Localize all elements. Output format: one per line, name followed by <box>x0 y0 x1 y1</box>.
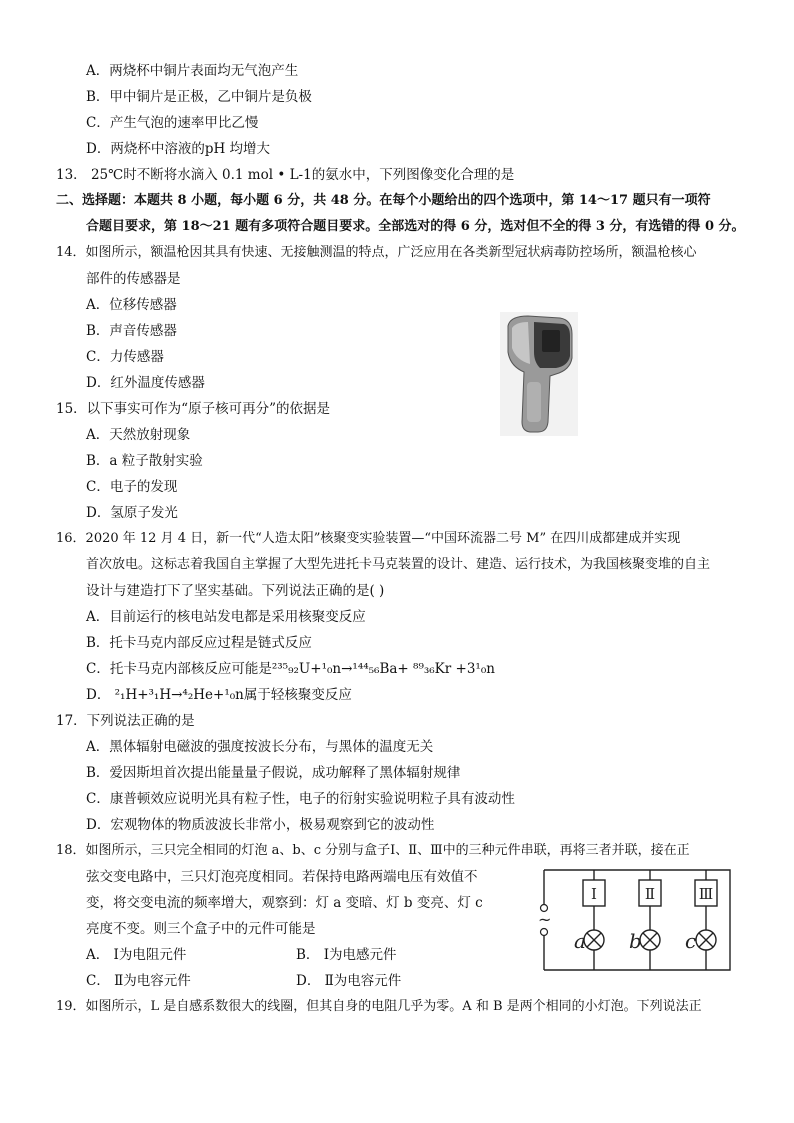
q17-stem: 17．下列说法正确的是 <box>56 713 195 729</box>
q14-option-c: C．力传感器 <box>86 349 164 365</box>
q15-option-a: A．天然放射现象 <box>86 427 191 443</box>
section2-line2: 合题目要求，第 18～21 题有多项符合题目要求。全部选对的得 6 分，选对但不全的得 3 分，有选错的得 0 分。 <box>86 219 745 234</box>
q17-option-a: A．黑体辐射电磁波的强度按波长分布，与黑体的温度无关 <box>86 739 434 755</box>
circuit-diagram <box>530 862 740 974</box>
lamp-c-label: c <box>685 929 697 953</box>
q16-option-a: A．目前运行的核电站发电都是采用核聚变反应 <box>86 609 366 625</box>
box-2 <box>639 880 661 906</box>
q14-stem-line1: 14．如图所示，额温枪因其具有快速、无接触测温的特点，广泛应用在各类新型冠状病毒防控场所，额温枪核心 <box>56 245 697 260</box>
q13-stem: 13． 25℃时不断将水滴入 0.1 mol • L-1的氨水中，下列图像变化合理的是 <box>56 167 515 183</box>
q18-option-b: B． Ⅰ为电感元件 <box>296 947 397 963</box>
lamp-a-label: a <box>574 929 586 953</box>
q17-option-d: D．宏观物体的物质波波长非常小，极易观察到它的波动性 <box>86 817 435 833</box>
q19-stem: 19．如图所示，L 是自感系数很大的线圈，但其自身的电阻几乎为零。A 和 B 是两个相同的小灯泡。下列说法正 <box>56 999 702 1014</box>
box-3 <box>695 880 717 906</box>
q17-option-b: B．爱因斯坦首次提出能量量子假说，成功解释了黑体辐射规律 <box>86 765 461 781</box>
forehead-thermometer-image <box>500 312 578 436</box>
q16-stem-line3: 设计与建造打下了坚实基础。下列说法正确的是( ) <box>86 583 385 599</box>
box-1-label: Ⅰ <box>591 885 597 903</box>
q14-stem-line2: 部件的传感器是 <box>86 271 181 287</box>
box-1 <box>583 880 605 906</box>
lamp-b-label: b <box>629 929 642 953</box>
q15-stem: 15．以下事实可作为“原子核可再分”的依据是 <box>56 401 330 417</box>
q15-option-b: B．a 粒子散射实验 <box>86 453 203 469</box>
q14-option-b: B．声音传感器 <box>86 323 177 339</box>
q18-stem-line2: 弦交变电路中，三只灯泡亮度相同。若保持电路两端电压有效值不 <box>86 869 478 885</box>
q16-option-d: D． ²₁H+³₁H→⁴₂He+¹₀n属于轻核聚变反应 <box>86 687 352 703</box>
ac-source-symbol: ~ <box>538 910 552 929</box>
q18-stem-line4: 亮度不变。则三个盒子中的元件可能是 <box>86 921 316 937</box>
q12-option-d: D．两烧杯中溶液的pH 均增大 <box>86 141 271 157</box>
q17-option-c: C．康普顿效应说明光具有粒子性，电子的衍射实验说明粒子具有波动性 <box>86 791 515 807</box>
box-2-label: Ⅱ <box>644 885 656 903</box>
q18-option-c: C． Ⅱ为电容元件 <box>86 973 191 989</box>
q16-option-c: C．托卡马克内部核反应可能是²³⁵₉₂U+¹₀n→¹⁴⁴₅₆Ba+ ⁸⁹₃₆Kr +3¹₀n <box>86 661 495 677</box>
q12-option-b: B．甲中铜片是正极，乙中铜片是负极 <box>86 89 312 105</box>
q12-option-a: A．两烧杯中铜片表面均无气泡产生 <box>86 63 299 79</box>
q16-stem-line2: 首次放电。这标志着我国自主掌握了大型先进托卡马克装置的设计、建造、运行技术，为我国核聚变堆的自主 <box>86 557 711 572</box>
q18-stem-line1: 18．如图所示，三只完全相同的灯泡 a、b、c 分别与盒子Ⅰ、Ⅱ、Ⅲ中的三种元件串联，再将三者并联，接在正 <box>56 843 690 858</box>
terminal-bottom <box>541 929 548 936</box>
box-3-label: Ⅲ <box>698 885 714 903</box>
q18-stem-line3: 变，将交变电流的频率增大，观察到：灯 a 变暗、灯 b 变亮、灯 c <box>86 895 483 911</box>
q15-option-c: C．电子的发现 <box>86 479 178 495</box>
section2-line1: 二、选择题：本题共 8 小题，每小题 6 分，共 48 分。在每个小题给出的四个选项中，第 14～17 题只有一项符 <box>56 193 711 208</box>
q18-option-d: D． Ⅱ为电容元件 <box>296 973 402 989</box>
q14-option-d: D．红外温度传感器 <box>86 375 205 391</box>
q18-option-a: A． Ⅰ为电阻元件 <box>86 947 187 963</box>
q16-option-b: B．托卡马克内部反应过程是链式反应 <box>86 635 312 651</box>
q15-option-d: D．氢原子发光 <box>86 505 178 521</box>
q16-stem-line1: 16．2020 年 12 月 4 日，新一代“人造太阳”核聚变实验装置—“中国环流器二号 M” 在四川成都建成并实现 <box>56 531 681 546</box>
q14-option-a: A．位移传感器 <box>86 297 177 313</box>
q12-option-c: C．产生气泡的速率甲比乙慢 <box>86 115 259 131</box>
